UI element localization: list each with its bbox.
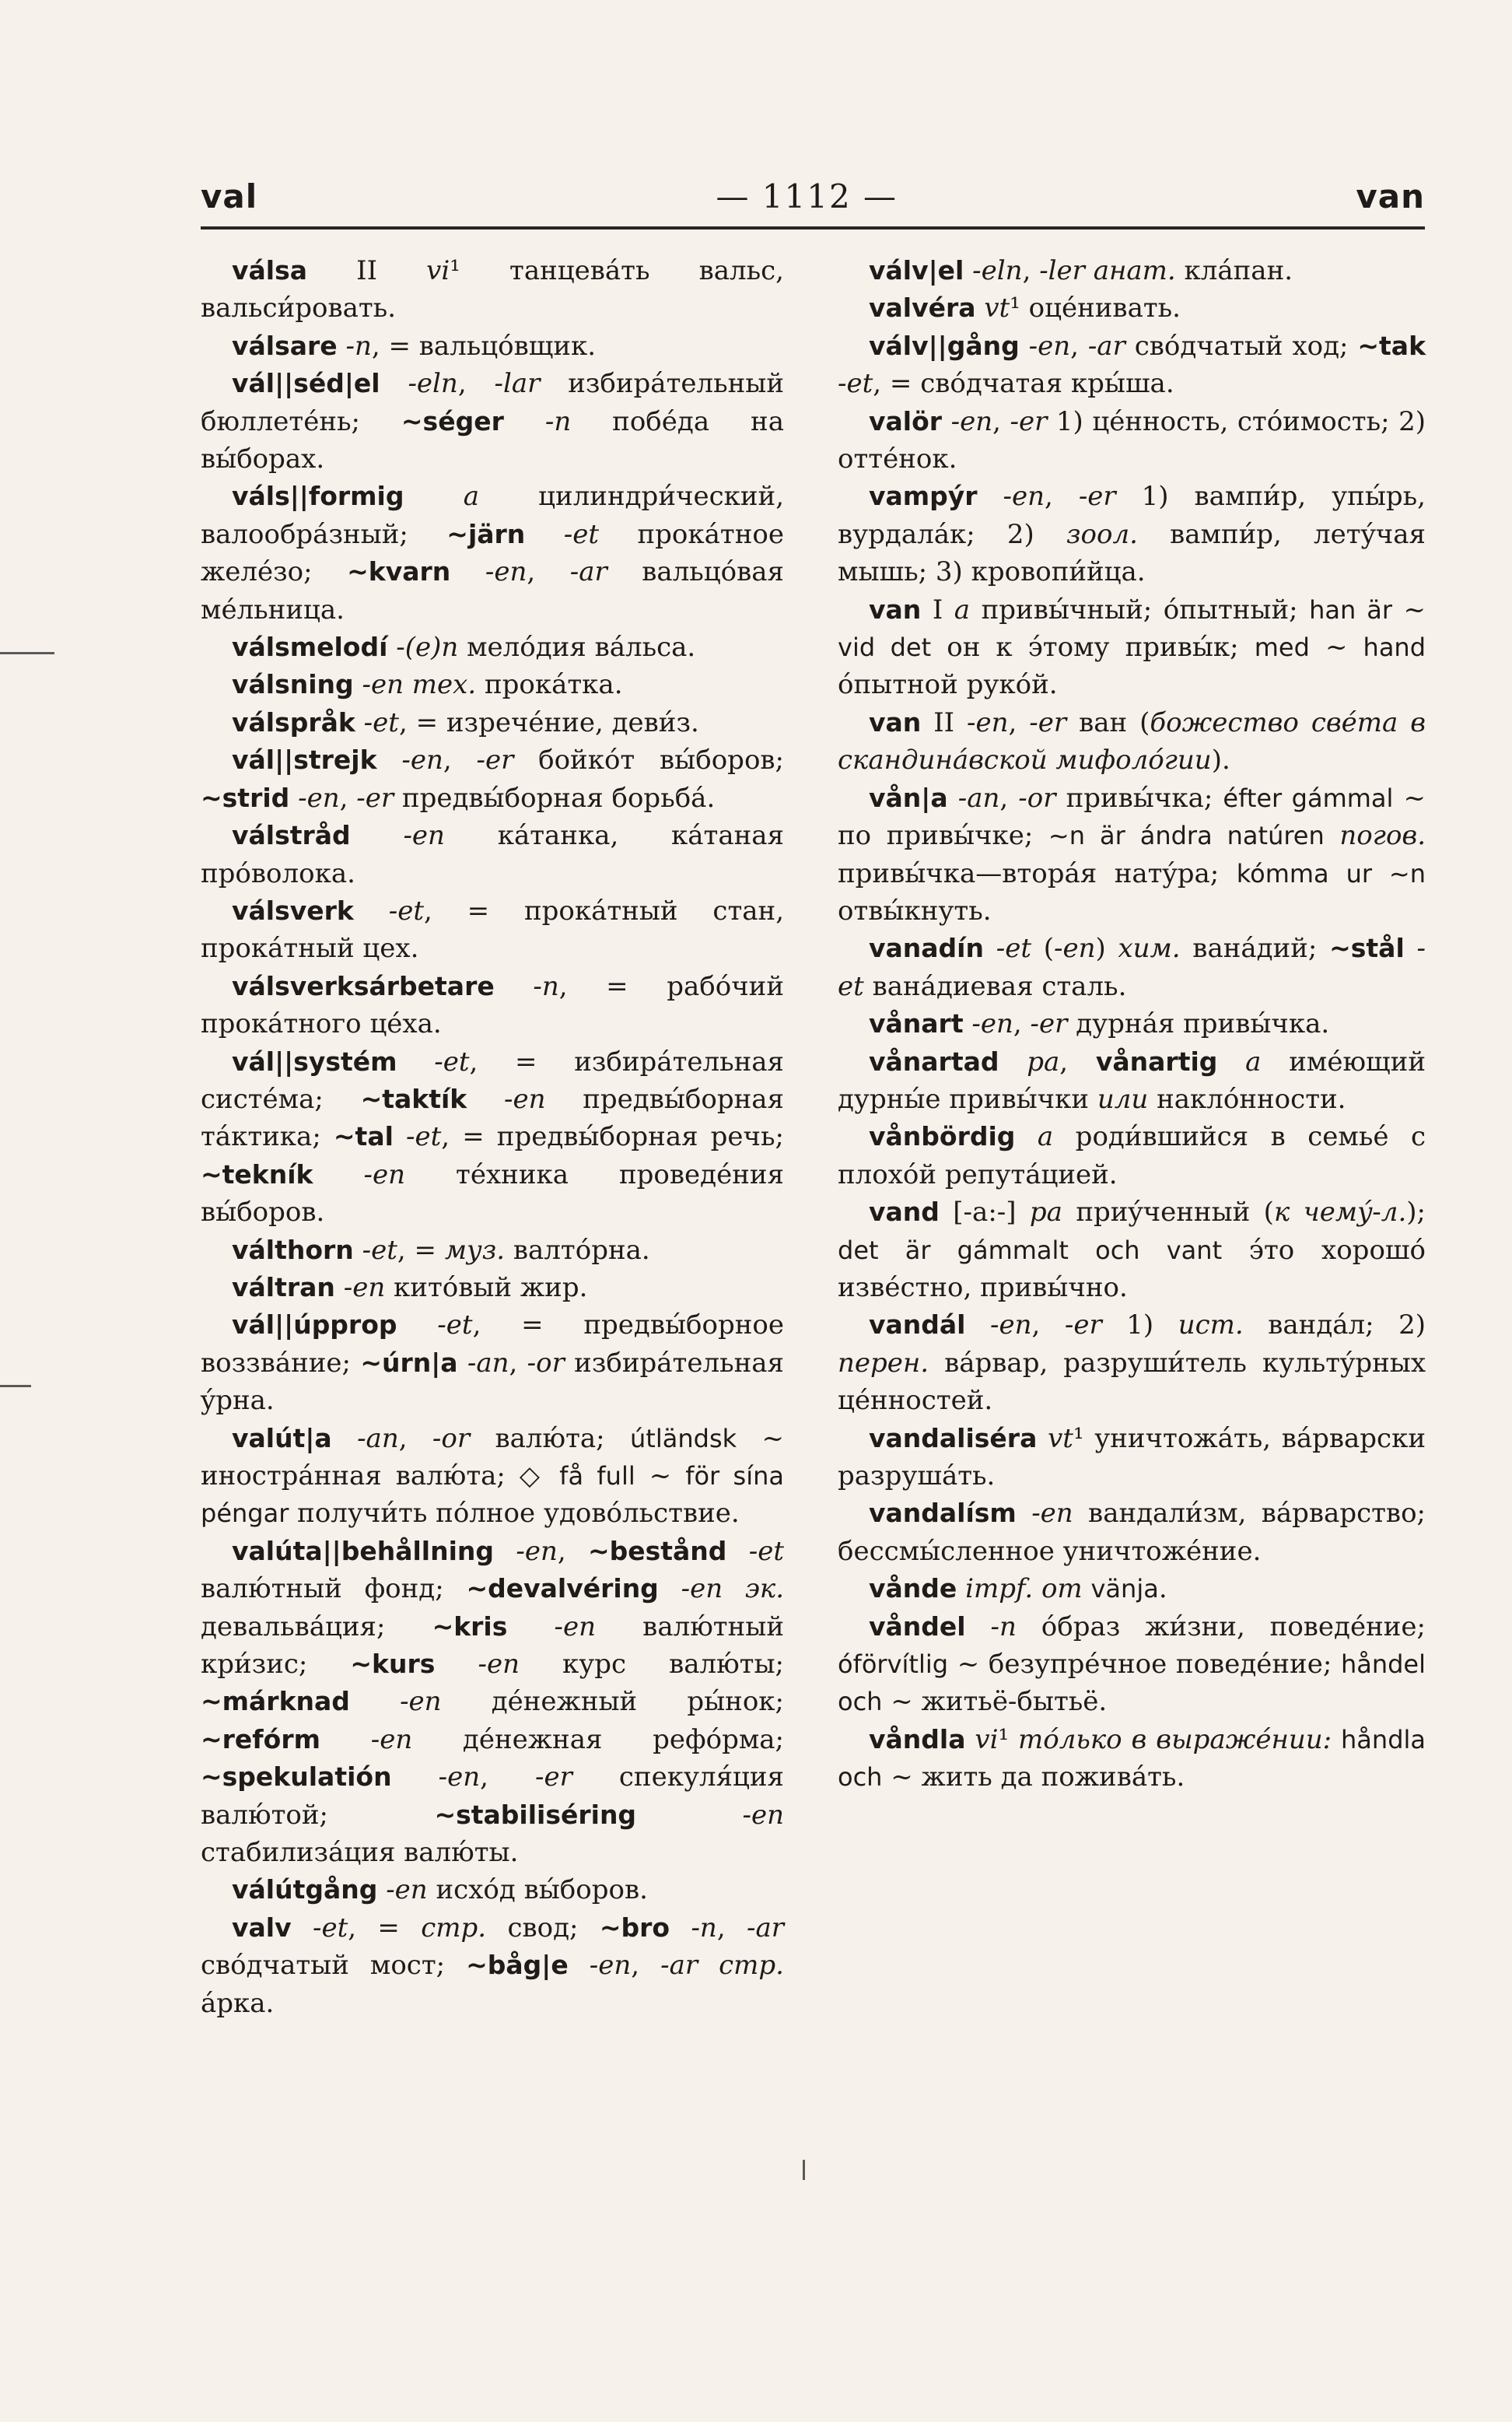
left-column — [201, 252, 784, 2022]
margin-tick-mark — [0, 1385, 31, 1387]
dictionary-entry: válsverk -et, = прокáтный стан, прокáтный цех. — [201, 895, 784, 965]
right-column — [838, 252, 1426, 1796]
dictionary-entry: vál||strejk -en, -er бойкóт вы́боров; ~strid -en, -er предвы́борная борьбá. — [201, 745, 785, 814]
dictionary-entry: vån|a -an, -or привы́чка; éfter gámmal ~ по привы́чке; ~n är ándra natúren погов. привы́чка—вторáя натýра; kómma ur ~n отвы́кнуть. — [838, 782, 1426, 927]
dictionary-entry: vånbördig a роди́вшийся в семьé с плохóй репутáцией. — [838, 1121, 1426, 1190]
dictionary-entry: válspråk -et, = изречéние, деви́з. — [232, 706, 699, 738]
right-guide-word: van — [1356, 177, 1425, 216]
left-guide-word: val — [201, 177, 258, 216]
dictionary-entry: vandál -en, -er 1) ист. вандáл; 2) перен. вáрвар, разруши́тель культýрных цéнностей. — [838, 1309, 1426, 1417]
dictionary-entry: válsverksárbetare -n, = рабóчий прокáтного цéха. — [201, 970, 785, 1040]
dictionary-entry: valúta||behållning -en, ~bestånd -et валю́тный фонд; ~devalvéring -en эк. девальвáция; ~kris -en валю́тный кри́зис; ~kurs -en курс валю́ты; ~márknad -en дéнежный ры́нок; ~refórm -en дéнежная рефóрма; ~spekulatión -en, -er спекуля́ция валю́той; ~stabiliséring -en стабилизáция валю́ты. — [201, 1535, 785, 1869]
running-header — [201, 177, 1425, 224]
dictionary-entry: valv -et, = стр. свод; ~bro -n, -ar свóдчатый мост; ~båg|e -en, -ar стр. áрка. — [201, 1912, 784, 2019]
dictionary-entry: vál||séd|el -eln, -lar избирáтельный бюллетéнь; ~séger -n побéда на вы́борах. — [201, 368, 785, 475]
dictionary-entry: vanadín -et (-en) хим. ванáдий; ~stål -et ванáдиевая сталь. — [838, 933, 1426, 1002]
dictionary-entry: váls||formig a цилиндри́ческий, валообрáзный; ~järn -et прокáтное желéзо; ~kvarn -en, -ar вальцóвая мéльница. — [201, 481, 785, 626]
dictionary-entry: válsare -n, = вальцóвщик. — [232, 330, 597, 362]
dictionary-entry: válstråd -en кáтанка, кáтаная прóволока. — [201, 820, 785, 889]
dictionary-entry: válsning -en тех. прокáтка. — [232, 669, 623, 701]
dictionary-entry: vál||úpprop -et, = предвы́борное воззвáние; ~úrn|a -an, -or избирáтельная ýрна. — [201, 1309, 784, 1417]
dictionary-entry: vandaliséra vt¹ уничтожáть, вáрварски разрушáть. — [838, 1422, 1426, 1491]
dictionary-entry: vampýr -en, -er 1) вампи́р, упы́рь, вурдалáк; 2) зоол. вампи́р, летýчая мышь; 3) кровопи́йца. — [838, 481, 1426, 588]
dictionary-entry: váltran -en китóвый жир. — [232, 1271, 588, 1303]
dictionary-entry: válv|el -eln, -ler анат. клáпан. — [869, 255, 1293, 286]
dictionary-entry: vál||systém -et, = избирáтельная систéма; ~taktík -en предвы́борная тáктика; ~tal -et, = предвы́борная речь; ~tekník -en тéхника проведéния вы́боров. — [201, 1046, 785, 1229]
dictionary-entry: vand [-a:-] pa приýченный (к чемý-л.); det är gámmalt och vant э́то хорошó извéстно, привы́чно. — [838, 1197, 1426, 1303]
column-tick-mark — [803, 2160, 805, 2180]
dictionary-entry: válthorn -et, = муз. валтóрна. — [232, 1234, 650, 1266]
dictionary-entry: válsa II vi¹ танцевáть вальс, вальси́ровать. — [201, 255, 784, 324]
page-number: — 1112 — — [716, 177, 898, 216]
dictionary-entry: valör -en, -er 1) цéнность, стóимость; 2) оттéнок. — [838, 405, 1426, 475]
dictionary-entry: valvéra vt¹ оцéнивать. — [869, 293, 1181, 324]
dictionary-entry: van I a привы́чный; óпытный; han är ~ vid det он к э́тому привы́к; med ~ hand óпытной рукóй. — [838, 594, 1426, 701]
header-rule — [201, 226, 1425, 230]
dictionary-entry: vandalísm -en вандали́зм, вáрварство; бессмы́сленное уничтожéние. — [838, 1498, 1426, 1567]
dictionary-entry: válútgång -en исхóд вы́боров. — [232, 1874, 648, 1906]
dictionary-entry: vånart -en, -er дурнáя привы́чка. — [869, 1008, 1330, 1040]
dictionary-entry: vånde impf. от vänja. — [869, 1573, 1167, 1605]
dictionary-entry: vånartad pa, vånartig a имéющий дурны́е привы́чки или наклóнности. — [838, 1046, 1426, 1115]
margin-tick-mark — [0, 652, 54, 654]
dictionary-entry: våndel -n óбраз жи́зни, поведéние; óförvítlig ~ безупрéчное поведéние; håndel och ~ житьё-бытьё. — [838, 1611, 1426, 1718]
dictionary-entry: válsmelodí -(e)n мелóдия вáльса. — [232, 632, 696, 664]
dictionary-entry: våndla vi¹ тóлько в выражéнии: håndla och ~ жить да поживáть. — [838, 1723, 1426, 1793]
dictionary-entry: válv||gång -en, -ar свóдчатый ход; ~tak -et, = свóдчатая кры́ша. — [838, 330, 1426, 400]
dictionary-entry: valút|a -an, -or валю́та; útländsk ~ инострáнная валю́та; ◇ få full ~ för sína péngar получи́ть пóлное удовóльствие. — [201, 1422, 785, 1530]
dictionary-entry: van II -en, -er ван (божество свéта в скандинáвской мифолóгии). — [838, 706, 1426, 776]
